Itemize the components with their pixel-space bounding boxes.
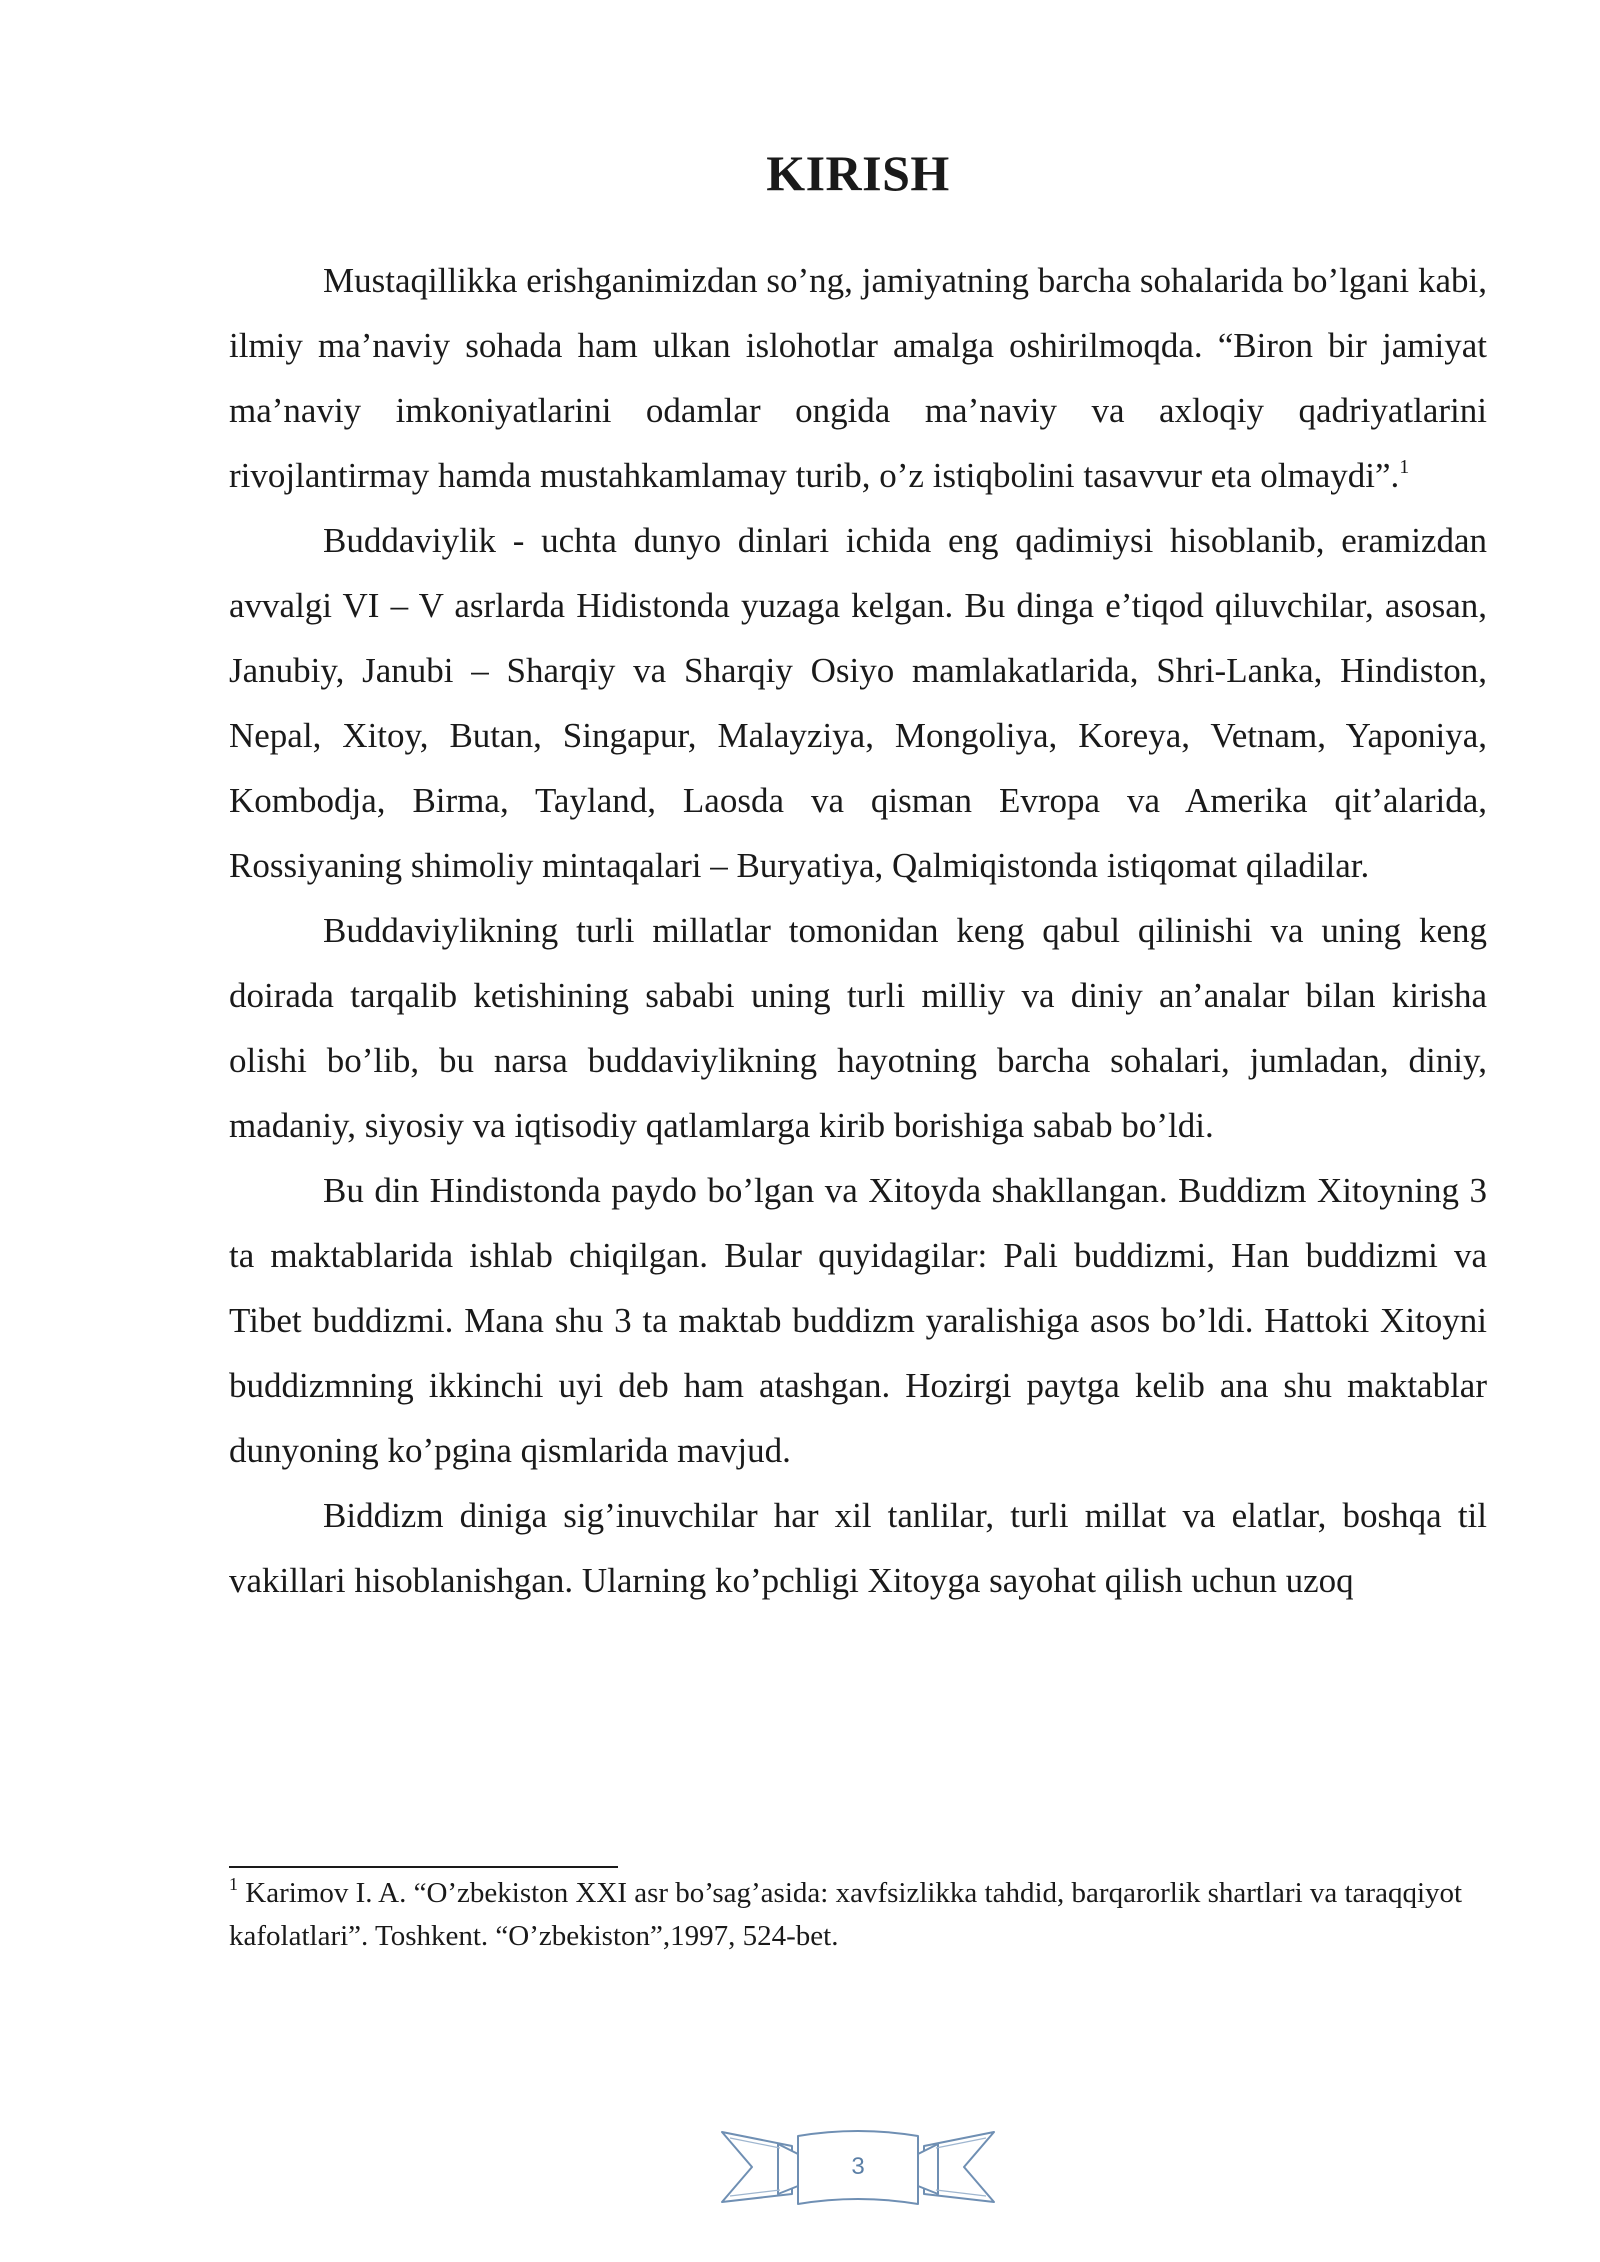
paragraph-text: Biddizm diniga sig’inuvchilar har xil tanlilar, turli millat va elatlar, boshqa til vakillari hisoblanishgan. Ularning ko’pchligi Xitoyga sayohat qilish uchun uzoq — [229, 1496, 1487, 1600]
paragraph-text: Bu din Hindistonda paydo bo’lgan va Xitoyda shakllangan. Buddizm Xitoyning 3 ta maktablarida ishlab chiqilgan. Bular quyidagilar: Pali buddizmi, Han buddizmi va Tibet buddizmi. Mana shu 3 ta maktab buddizm yaralishiga asos bo’ldi. Hattoki Xitoyni buddizmning ikkinchi uyi deb ham atashgan. Hozirgi paytga kelib ana shu maktablar dunyoning ko’pgina qismlarida mavjud. — [229, 1171, 1487, 1470]
paragraph-text: Buddaviylik - uchta dunyo dinlari ichida eng qadimiysi hisoblanib, eramizdan avvalgi VI – V asrlarda Hidistonda yuzaga kelgan. Bu dinga e’tiqod qiluvchilar, asosan, Janubiy, Janubi – Sharqiy va Sharqiy Osiyo mamlakatlarida, Shri-Lanka, Hindiston, Nepal, Xitoy, Butan, Singapur, Malayziya, Mongoliya, Koreya, Vetnam, Yaponiya, Kombodja, Birma, Tayland, Laosda va qisman Evropa va Amerika qit’alarida, Rossiyaning shimoliy mintaqalari – Buryatiya, Qalmiqistonda istiqomat qiladilar. — [229, 521, 1487, 885]
paragraph-text: Buddaviylikning turli millatlar tomonidan keng qabul qilinishi va uning keng doirada tarqalib ketishining sababi uning turli milliy va diniy an’analar bilan kirisha olishi bo’lib, bu narsa buddaviylikning hayotning barcha sohalari, jumladan, diniy, madaniy, siyosiy va iqtisodiy qatlamlarga kirib borishiga sabab bo’ldi. — [229, 911, 1487, 1145]
footnote-marker: 1 — [229, 1874, 238, 1894]
paragraph-1 — [229, 248, 1487, 508]
paragraph-4 — [229, 1158, 1487, 1483]
paragraph-3 — [229, 898, 1487, 1158]
footnote-text: Karimov I. A. “O’zbekiston XXI asr bo’sag’asida: xavfsizlikka tahdid, barqarorlik shartlari va taraqqiyot kafolatlari”. Toshkent. “O’zbekiston”,1997, 524-bet. — [229, 1877, 1463, 1952]
footnote — [229, 1872, 1487, 1958]
paragraph-5 — [229, 1483, 1487, 1613]
paragraph-2 — [229, 508, 1487, 898]
footnote-separator — [229, 1866, 618, 1868]
paragraph-text: Mustaqillikka erishganimizdan so’ng, jamiyatning barcha sohalarida bo’lgani kabi, ilmiy ma’naviy sohada ham ulkan islohotlar amalga oshirilmoqda. “Biron bir jamiyat ma’naviy imkoniyatlarini odamlar ongida ma’naviy va axloqiy qadriyatlarini rivojlantirmay hamda mustahkamlamay turib, o’z istiqbolini tasavvur eta olmaydi”. — [229, 261, 1487, 495]
footnote-reference[interactable]: 1 — [1399, 456, 1410, 478]
page-title: KIRISH — [766, 145, 950, 201]
page-number: 3 — [851, 2153, 865, 2180]
body-text — [229, 248, 1487, 1613]
